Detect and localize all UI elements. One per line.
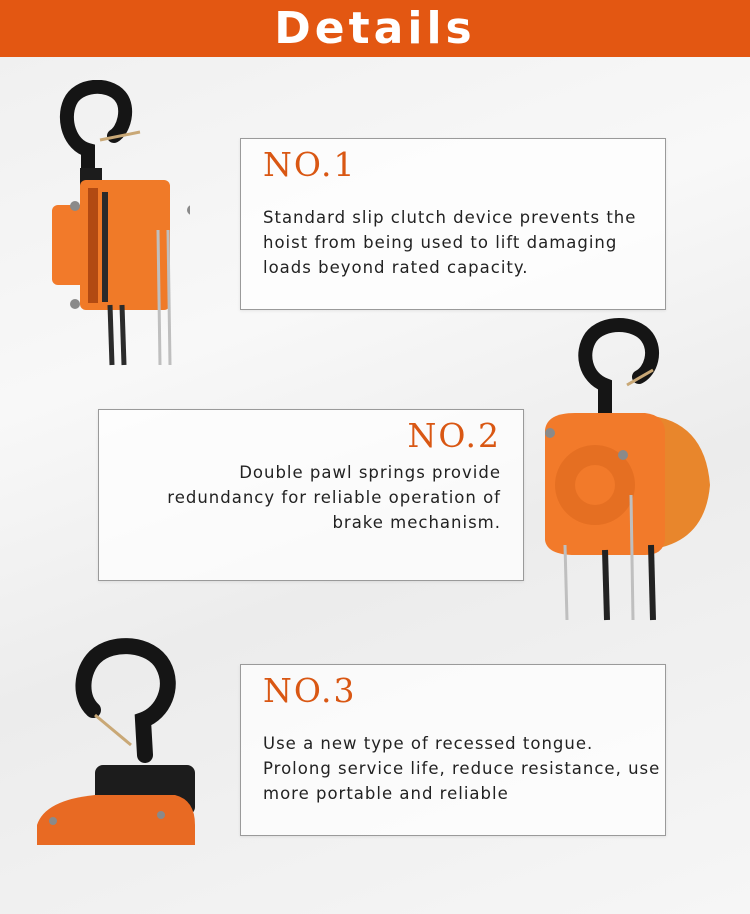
- description-line: more portable and reliable: [263, 784, 509, 803]
- feature-card-3: [240, 664, 666, 836]
- chain-hoist-front-image: [535, 315, 720, 625]
- feature-number: NO.2: [407, 416, 501, 455]
- feature-description: [263, 205, 653, 280]
- description-line: redundancy for reliable operation of: [167, 488, 501, 507]
- details-banner: [0, 0, 750, 57]
- description-line: Use a new type of recessed tongue.: [263, 734, 594, 753]
- description-line: loads beyond rated capacity.: [263, 258, 529, 277]
- feature-number: NO.1: [263, 145, 357, 184]
- hook-closeup-image: [35, 635, 200, 847]
- feature-description: [263, 731, 661, 806]
- description-line: Double pawl springs provide: [239, 463, 501, 482]
- description-line: Prolong service life, reduce resistance, use: [263, 759, 661, 778]
- banner-title: Details: [274, 3, 476, 54]
- feature-card-1: [240, 138, 666, 310]
- feature-number: NO.3: [263, 671, 357, 710]
- feature-card-2: [98, 409, 524, 581]
- feature-description: [111, 460, 501, 535]
- description-line: hoist from being used to lift damaging: [263, 233, 618, 252]
- description-line: Standard slip clutch device prevents the: [263, 208, 637, 227]
- description-line: brake mechanism.: [332, 513, 501, 532]
- chain-hoist-side-image: [40, 80, 190, 370]
